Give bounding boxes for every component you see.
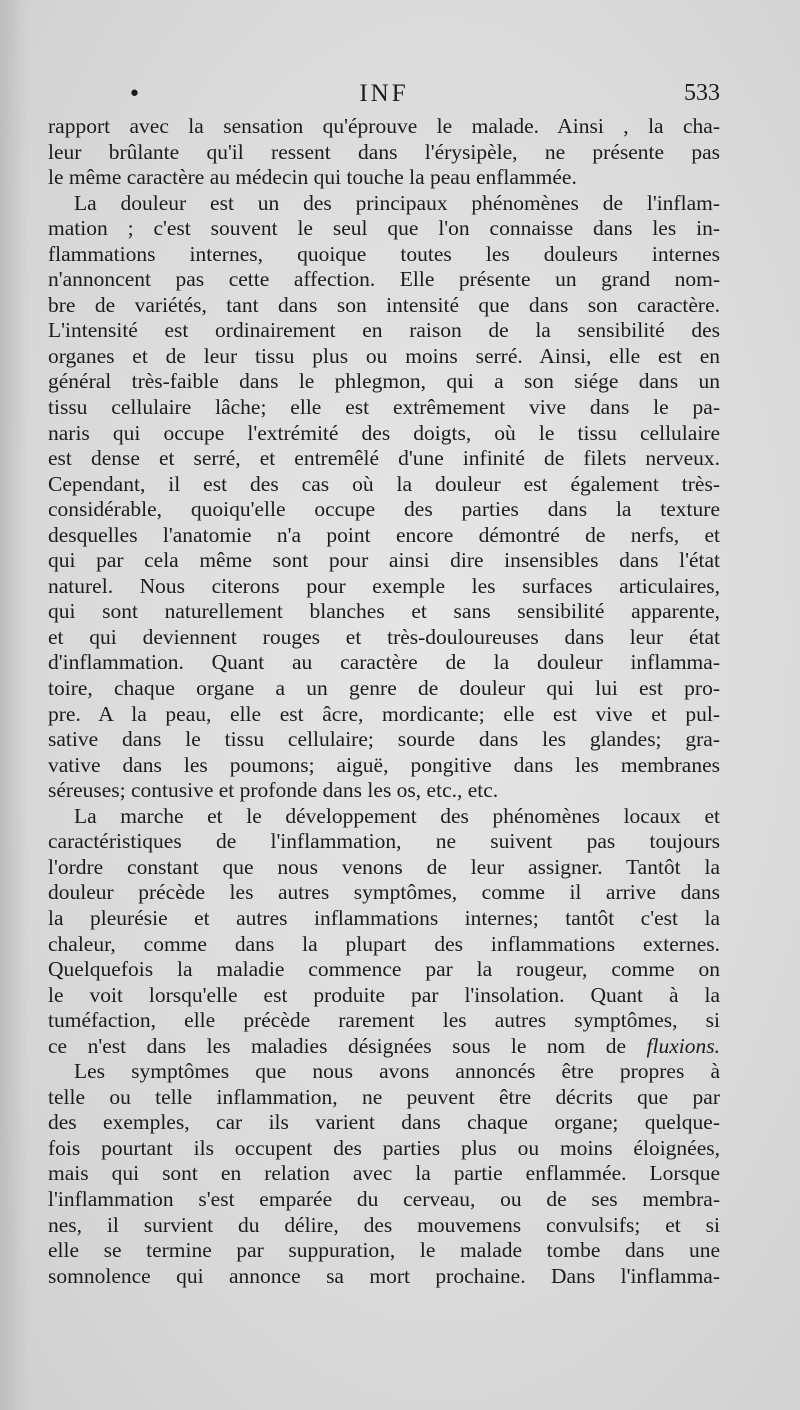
text-line: est dense et serré, et entremêlé d'une infinité de filets nerveux.: [48, 446, 720, 471]
text-line: tuméfaction, elle précède rarement les autres symptômes, si: [48, 1008, 720, 1033]
text-line: l'inflammation s'est emparée du cerveau, ou de ses membra-: [48, 1186, 720, 1211]
text-line: rapport avec la sensation qu'éprouve le malade. Ainsi , la cha-: [48, 114, 720, 138]
text-line: n'annoncent pas cette affection. Elle présente un grand nom-: [48, 267, 720, 292]
text-line: Quelquefois la maladie commence par la rougeur, comme on: [48, 957, 720, 982]
text-line: le voit lorsqu'elle est produite par l'insolation. Quant à la: [48, 982, 720, 1007]
text-line: vative dans les poumons; aiguë, pongitive dans les membranes: [48, 752, 720, 777]
text-line: flammations internes, quoique toutes les douleurs internes: [48, 241, 720, 266]
text-line: chaleur, comme dans la plupart des inflammations externes.: [48, 931, 720, 956]
text-line: L'intensité est ordinairement en raison de la sensibilité des: [48, 318, 720, 343]
page-number: 533: [684, 80, 720, 106]
text-line: naturel. Nous citerons pour exemple les surfaces articulaires,: [48, 573, 720, 598]
text-line: bre de variétés, tant dans son intensité que dans son caractère.: [48, 292, 720, 317]
text-line: et qui deviennent rouges et très-douloureuses dans leur état: [48, 624, 720, 649]
text-line: sative dans le tissu cellulaire; sourde dans les glandes; gra-: [48, 727, 720, 752]
text-line: Cependant, il est des cas où la douleur est également très-: [48, 471, 720, 496]
text-line-with-italic: [48, 1034, 720, 1060]
text-line: considérable, quoiqu'elle occupe des parties dans la texture: [48, 497, 720, 522]
text-segment: ce n'est dans les maladies désignées sous le nom de: [48, 1033, 626, 1058]
paragraph-start-line: Les symptômes que nous avons annoncés être propres à: [74, 1059, 720, 1084]
text-line: d'inflammation. Quant au caractère de la douleur inflamma-: [48, 650, 720, 675]
running-head: INF: [359, 80, 409, 107]
italic-term: fluxions.: [646, 1033, 721, 1058]
text-line: mation ; c'est souvent le seul que l'on connaisse dans les in-: [48, 216, 720, 241]
paragraph-start-line: La marche et le développement des phénomènes locaux et: [74, 803, 720, 828]
text-line: l'ordre constant que nous venons de leur assigner. Tantôt la: [48, 854, 720, 879]
text-line: somnolence qui annonce sa mort prochaine. Dans l'inflamma-: [48, 1263, 720, 1288]
text-line: la pleurésie et autres inflammations internes; tantôt c'est la: [48, 905, 720, 930]
paragraph-start-line: La douleur est un des principaux phénomènes de l'inflam-: [74, 190, 720, 215]
text-line: pre. A la peau, elle est âcre, mordicante; elle est vive et pul-: [48, 701, 720, 726]
text-line: tissu cellulaire lâche; elle est extrêmement vive dans le pa-: [48, 395, 720, 420]
page-header: [48, 80, 720, 110]
text-line: qui par cela même sont pour ainsi dire insensibles dans l'état: [48, 548, 720, 573]
text-line: séreuses; contusive et profonde dans les os, etc., etc.: [48, 778, 499, 803]
text-line: général très-faible dans le phlegmon, qui a son siége dans un: [48, 369, 720, 394]
text-line: nes, il survient du délire, des mouvemens convulsifs; et si: [48, 1212, 720, 1237]
text-line: mais qui sont en relation avec la partie enflammée. Lorsque: [48, 1161, 720, 1186]
text-line: le même caractère au médecin qui touche la peau enflammée.: [48, 165, 577, 190]
text-line: qui sont naturellement blanches et sans sensibilité apparente,: [48, 599, 720, 624]
text-line: desquelles l'anatomie n'a point encore démontré de nerfs, et: [48, 522, 720, 547]
text-line: elle se termine par suppuration, le malade tombe dans une: [48, 1238, 720, 1263]
text-line: naris qui occupe l'extrémité des doigts, où le tissu cellulaire: [48, 420, 720, 445]
text-line: leur brûlante qu'il ressent dans l'érysipèle, ne présente pas: [48, 139, 720, 164]
text-line: douleur précède les autres symptômes, comme il arrive dans: [48, 880, 720, 905]
text-line: telle ou telle inflammation, ne peuvent être décrits que par: [48, 1084, 720, 1109]
body-text: [48, 114, 720, 1289]
header-bullet: •: [128, 82, 141, 107]
text-line: toire, chaque organe a un genre de douleur qui lui est pro-: [48, 676, 720, 701]
text-line: organes et de leur tissu plus ou moins serré. Ainsi, elle est en: [48, 343, 720, 368]
binding-shadow: [0, 0, 28, 1410]
text-line: des exemples, car ils varient dans chaque organe; quelque-: [48, 1110, 720, 1135]
text-line: fois pourtant ils occupent des parties plus ou moins éloignées,: [48, 1135, 720, 1160]
text-line: caractéristiques de l'inflammation, ne suivent pas toujours: [48, 829, 720, 854]
